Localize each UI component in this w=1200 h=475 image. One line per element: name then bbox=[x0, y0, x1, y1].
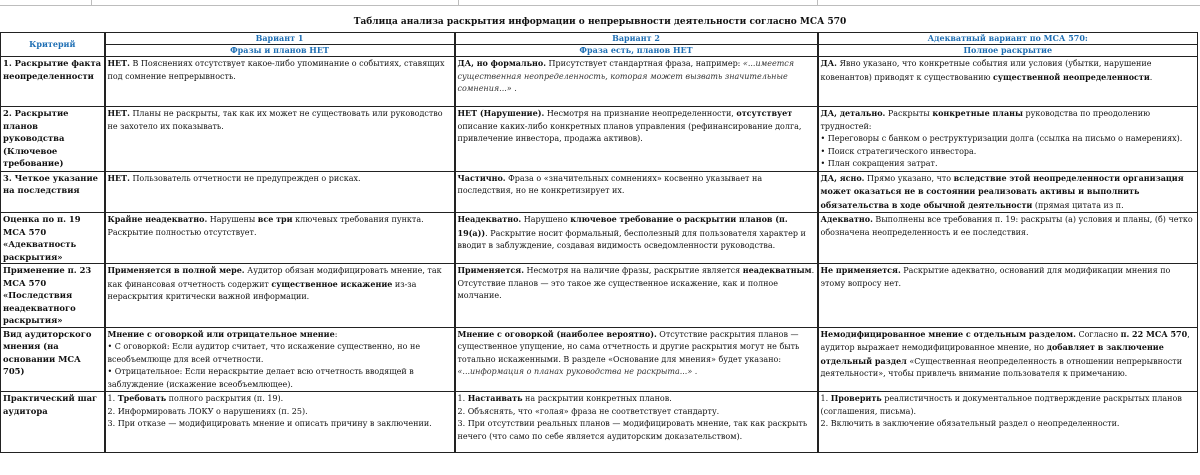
cell-text: реалистичность и документальное подтверждение раскрытых планов (соглашения, письма). bbox=[820, 394, 1182, 416]
cell-text: Информировать ЛОКУ о нарушениях (п. 25). bbox=[117, 406, 308, 416]
verdict: НЕТ (Нарушение). bbox=[457, 108, 545, 118]
criterion-cell: 2. Раскрытие планов руководства (Ключевое требование) bbox=[1, 107, 105, 172]
step-number: 2. bbox=[820, 419, 831, 428]
variant-2-cell bbox=[455, 213, 818, 264]
criterion-cell: 3. Четкое указание на последствия bbox=[1, 171, 105, 213]
criterion-cell: Применение п. 23 МСА 570 «Последствия неадекватного раскрытия» bbox=[1, 264, 105, 328]
cell-text: (прямая цитата из п. bbox=[1032, 200, 1124, 210]
header-variant-adequate: Адекватный вариант по МСА 570: bbox=[818, 33, 1198, 45]
cell-text: Прямо указано, что bbox=[864, 173, 954, 183]
verdict: ДА. bbox=[820, 58, 837, 68]
cell-text: Несмотря на наличие фразы, раскрытие является bbox=[524, 266, 743, 275]
cell-text: Присутствует стандартная фраза, например: bbox=[546, 59, 743, 68]
step-item bbox=[108, 406, 452, 419]
emphasis: существенной неопределенности bbox=[993, 71, 1150, 82]
variant-1-cell bbox=[105, 107, 455, 172]
verdict: Мнение с оговоркой или отрицательное мнение bbox=[107, 328, 335, 339]
emphasis: отсутствует bbox=[736, 108, 793, 118]
step-number: 1. bbox=[107, 394, 118, 403]
table-row bbox=[1, 327, 1198, 392]
verdict: Частично. bbox=[457, 172, 506, 183]
cell-text: Несмотря на признание неопределенности, bbox=[544, 109, 737, 118]
cell-text: «Существенная неопределенность в отношении непрерывности деятельности», чтобы привлечь внимание пользователя к примечанию. bbox=[820, 356, 1183, 378]
step-number: 3. bbox=[457, 419, 468, 428]
verdict: Немодифицированное мнение с отдельным разделом. bbox=[820, 328, 1076, 339]
criterion-cell: Вид аудиторского мнения (на основании МСА 705) bbox=[1, 327, 105, 392]
step-item bbox=[108, 418, 452, 431]
verdict: Неадекватно. bbox=[457, 214, 522, 224]
variant-adequate-cell bbox=[818, 57, 1198, 107]
verdict: НЕТ. bbox=[107, 58, 130, 68]
table-row bbox=[1, 171, 1198, 213]
quote: «...информация о планах руководства не раскрыта...» . bbox=[457, 367, 698, 376]
cell-text: : bbox=[334, 329, 338, 339]
bullet-item: • План сокращения затрат. bbox=[820, 159, 938, 168]
step-item bbox=[458, 392, 815, 406]
cell-text: При отказе — модифицировать мнение и описать причину в заключении. bbox=[117, 419, 432, 428]
cell-text: . Раскрытие носит формальный, бесполезный для пользователя характер и вводит в заблуждение, создавая видимость осведомленности руководства. bbox=[457, 228, 806, 250]
table-row bbox=[1, 392, 1198, 453]
cell-text: ключевых требования пункта. Раскрытие полностью отсутствует. bbox=[107, 215, 424, 237]
criterion-cell: 1. Раскрытие факта неопределенности bbox=[1, 57, 105, 107]
header-variant-1: Вариант 1 bbox=[105, 33, 455, 45]
variant-2-cell bbox=[455, 327, 818, 392]
cell-text: Явно указано, что конкретные события или условия (убытки, нарушение ковенантов) приводят к существованию bbox=[820, 59, 1152, 82]
subheader-variant-adequate: Полное раскрытие bbox=[818, 45, 1198, 57]
step-item bbox=[821, 392, 1196, 418]
quote: «...имеется существенная неопределенность, которая может вызвать значительные сомнения...» . bbox=[457, 59, 795, 93]
subheader-variant-2: Фраза есть, планов НЕТ bbox=[455, 45, 818, 57]
verdict: Применяется. bbox=[457, 265, 524, 275]
variant-1-cell bbox=[105, 57, 455, 107]
variant-1-cell bbox=[105, 264, 455, 328]
cell-text: Фраза о «значительных сомнениях» косвенно указывает на последствия, но не конкретизирует их. bbox=[457, 173, 763, 195]
variant-adequate-cell bbox=[818, 107, 1198, 172]
variant-adequate-cell bbox=[818, 213, 1198, 264]
variant-2-cell bbox=[455, 392, 818, 453]
emphasis: неадекватным bbox=[742, 265, 812, 275]
verdict: Не применяется. bbox=[820, 265, 901, 275]
cell-text: Планы не раскрыты, так как их может не существовать или руководство не захотело их показывать. bbox=[107, 109, 443, 131]
bullet-item: • Отрицательное: Если нераскрытие делает всю отчетность вводящей в заблуждение (искажение всеобъемлющее). bbox=[107, 367, 414, 389]
grid-divider bbox=[458, 0, 459, 5]
bullet-item: • С оговоркой: Если аудитор считает, что искажение существенно, но не всеобъемлюще для всей отчетности. bbox=[107, 342, 421, 364]
verdict: НЕТ. bbox=[107, 172, 130, 183]
verdict: НЕТ. bbox=[107, 108, 130, 118]
table-row bbox=[1, 264, 1198, 328]
step-item bbox=[458, 406, 815, 419]
variant-1-cell bbox=[105, 213, 455, 264]
verdict: ДА, ясно. bbox=[820, 172, 865, 183]
emphasis: все три bbox=[257, 214, 293, 224]
analysis-table bbox=[0, 32, 1198, 453]
emphasis: Требовать bbox=[117, 393, 167, 403]
emphasis: п. 22 МСА 570 bbox=[1120, 328, 1188, 339]
variant-1-cell bbox=[105, 392, 455, 453]
cell-text: на раскрытии конкретных планов. bbox=[522, 394, 672, 403]
cell-text: Нарушены bbox=[207, 215, 258, 224]
bullet-item: • Переговоры с банком о реструктуризации долга (ссылка на письмо о намерениях). bbox=[820, 134, 1183, 143]
emphasis: добавляет в заключение отдельный раздел bbox=[820, 342, 1164, 366]
emphasis: Настаивать bbox=[467, 393, 523, 403]
cell-text: Объяснять, что «голая» фраза не соответствует стандарту. bbox=[467, 406, 720, 416]
variant-1-cell bbox=[105, 327, 455, 392]
spreadsheet-top-gridline bbox=[0, 0, 1200, 6]
step-item bbox=[108, 392, 452, 406]
step-number: 2. bbox=[457, 406, 468, 416]
variant-2-cell bbox=[455, 171, 818, 213]
cell-text: , аудитор выражает немодифицированное мнение, но bbox=[820, 329, 1190, 352]
table-row bbox=[1, 57, 1198, 107]
emphasis: вследствие этой неопределенности организация может оказаться не в состоянии реализовать активы и выполнить обязательства в ходе обычной деятельности bbox=[820, 172, 1184, 210]
cell-text: При отсутствии реальных планов — модифицировать мнение, так как раскрыть нечего (что само по себе является аудиторским доказательством). bbox=[457, 419, 808, 441]
step-number: 1. bbox=[457, 394, 468, 403]
verdict: Крайне неадекватно. bbox=[107, 214, 208, 224]
variant-adequate-cell bbox=[818, 327, 1198, 392]
table-row bbox=[1, 107, 1198, 172]
cell-text: Выполнены все требования п. 19: раскрыты (а) условия и планы, (б) четко обозначена неопределенность и ее последствия. bbox=[820, 215, 1193, 237]
verdict: ДА, детально. bbox=[820, 108, 886, 118]
cell-text: руководства по преодолению трудностей: bbox=[820, 109, 1151, 131]
variant-adequate-cell bbox=[818, 392, 1198, 453]
variant-adequate-cell bbox=[818, 171, 1198, 213]
emphasis: Проверить bbox=[830, 393, 882, 403]
header-variant-2: Вариант 2 bbox=[455, 33, 818, 45]
cell-text: Пользователь отчетности не предупрежден о рисках. bbox=[129, 173, 361, 183]
emphasis: ключевое требование о раскрытии планов (п. 19(а)) bbox=[457, 214, 788, 238]
verdict: Применяется в полной мере. bbox=[107, 265, 245, 275]
variant-1-cell bbox=[105, 171, 455, 213]
cell-text: Раскрыты bbox=[885, 109, 933, 118]
subheader-variant-1: Фразы и планов НЕТ bbox=[105, 45, 455, 57]
cell-text: полного раскрытия (п. 19). bbox=[166, 394, 284, 403]
criterion-cell: Практический шаг аудитора bbox=[1, 392, 105, 453]
verdict: Адекватно. bbox=[820, 214, 873, 224]
criterion-cell: Оценка по п. 19 МСА 570 «Адекватность раскрытия» bbox=[1, 213, 105, 264]
variant-2-cell bbox=[455, 107, 818, 172]
cell-text: Включить в заключение обязательный раздел о неопределенности. bbox=[830, 419, 1120, 428]
grid-divider bbox=[817, 0, 818, 5]
cell-text: Отсутствие раскрытия планов — существенное упущение, но сама отчетность и другие раскрытия могут не быть тотально искаженными. В разделе «Основание для мнения» будет указано: bbox=[457, 329, 800, 364]
cell-text: Нарушено bbox=[521, 215, 571, 224]
emphasis: конкретные планы bbox=[932, 108, 1024, 118]
cell-text: Раскрытие адекватно, оснований для модификации мнения по этому вопросу нет. bbox=[820, 266, 1171, 288]
verdict: ДА, но формально. bbox=[457, 58, 546, 68]
grid-divider bbox=[91, 0, 92, 5]
step-number: 2. bbox=[107, 406, 118, 416]
cell-text: В Пояснениях отсутствует какое-либо упоминание о событиях, ставящих под сомнение непрерывность. bbox=[107, 59, 445, 81]
bullet-item: • Поиск стратегического инвестора. bbox=[820, 146, 977, 156]
step-item bbox=[821, 418, 1196, 431]
cell-text: Аудитор обязан модифицировать мнение, так как финансовая отчетность содержит bbox=[107, 266, 442, 289]
table-title: Таблица анализа раскрытия информации о непрерывности деятельности согласно МСА 570 bbox=[353, 17, 847, 27]
cell-text: описание каких-либо конкретных планов управления (рефинансирование долга, привлечение инвестора, продажа активов). bbox=[457, 121, 802, 143]
step-number: 3. bbox=[107, 419, 118, 428]
header-criterion: Критерий bbox=[1, 33, 105, 57]
cell-text: . Отсутствие планов — это такое же существенное искажение, как и полное молчание. bbox=[457, 266, 815, 300]
step-number: 1. bbox=[820, 394, 831, 403]
emphasis: существенное искажение bbox=[271, 278, 393, 289]
variant-adequate-cell bbox=[818, 264, 1198, 328]
cell-text: из-за нераскрытия критически важной информации. bbox=[107, 279, 417, 301]
cell-text: Согласно bbox=[1075, 329, 1121, 339]
table-row bbox=[1, 213, 1198, 264]
variant-2-cell bbox=[455, 264, 818, 328]
cell-text: . bbox=[1149, 72, 1153, 82]
variant-2-cell bbox=[455, 57, 818, 107]
step-item bbox=[458, 418, 815, 443]
verdict: Мнение с оговоркой (наиболее вероятно). bbox=[457, 328, 657, 339]
